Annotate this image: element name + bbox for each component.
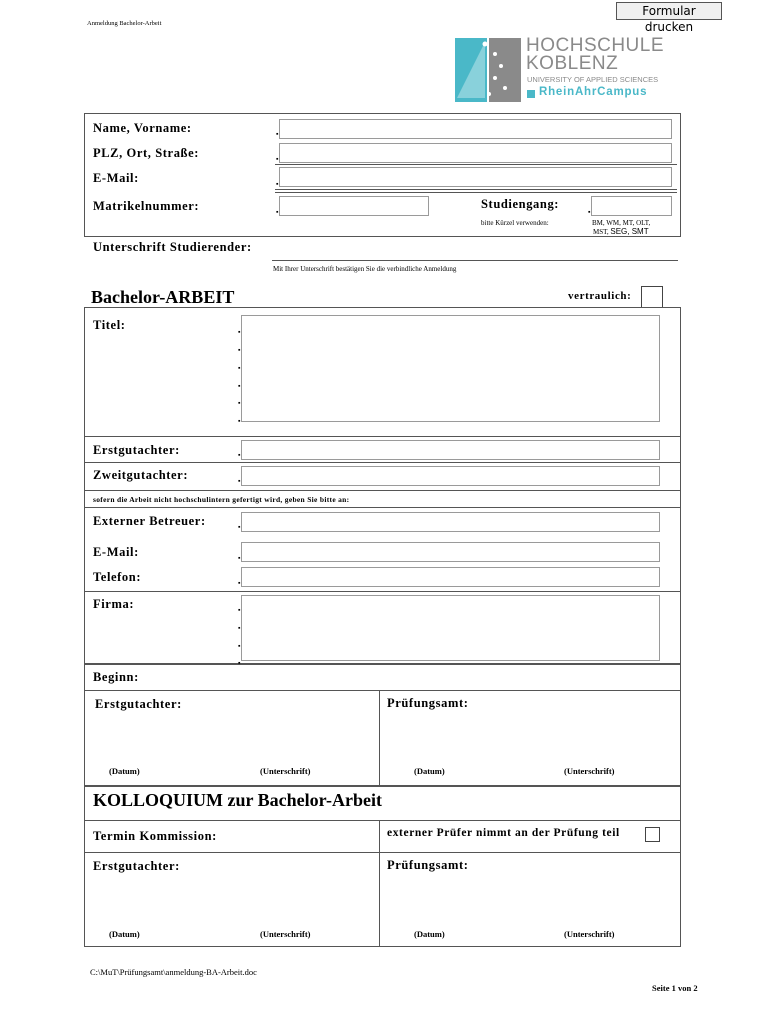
- logo-line-4: RheinAhrCampus: [539, 86, 648, 98]
- field-marker: ▪: [238, 624, 241, 632]
- external-email-label: E-Mail:: [93, 545, 139, 559]
- logo-line-3: UNIVERSITY OF APPLIED SCIENCES: [527, 75, 659, 84]
- divider: [84, 690, 681, 691]
- divider: [84, 436, 681, 437]
- start-date-label-2: (Datum): [414, 766, 445, 776]
- first-examiner-label: Erstgutachter:: [93, 443, 180, 457]
- field-marker: ▪: [276, 208, 279, 216]
- divider: [84, 490, 681, 491]
- hochschule-logo-icon: [455, 38, 521, 102]
- field-marker: ▪: [238, 417, 241, 425]
- company-label: Firma:: [93, 597, 135, 611]
- confidential-label: vertraulich:: [568, 290, 632, 302]
- external-note: sofern die Arbeit nicht hochschulintern gefertigt wird, geben Sie bitte an:: [93, 495, 350, 504]
- external-supervisor-input[interactable]: [241, 512, 660, 532]
- print-form-button[interactable]: Formular drucken: [616, 2, 722, 20]
- field-marker: ▪: [238, 477, 241, 485]
- external-examiner-checkbox[interactable]: [645, 827, 660, 842]
- second-examiner-label: Zweitgutachter:: [93, 468, 189, 482]
- kuerzel-list-line-1: BM, WM, MT, OLT,: [592, 219, 651, 227]
- document-title: Anmeldung Bachelor-Arbeit: [87, 20, 162, 27]
- divider: [379, 690, 380, 786]
- colloquium-date-label-2: (Datum): [414, 929, 445, 939]
- email-label: E-Mail:: [93, 171, 139, 185]
- kuerzel-list-line-2: [593, 227, 649, 236]
- name-input[interactable]: [279, 119, 672, 139]
- external-examiner-label: externer Prüfer nimmt an der Prüfung teil: [387, 827, 620, 839]
- company-textarea[interactable]: [241, 595, 660, 661]
- title-textarea[interactable]: [241, 315, 660, 422]
- divider: [84, 507, 681, 508]
- field-marker: ▪: [276, 180, 279, 188]
- second-examiner-input[interactable]: [241, 466, 660, 486]
- kuerzel-hint: bitte Kürzel verwenden:: [481, 219, 549, 227]
- field-marker: ▪: [238, 659, 241, 667]
- signature-label: Unterschrift Studierender:: [93, 240, 252, 254]
- field-marker: ▪: [588, 208, 591, 216]
- colloquium-heading: KOLLOQUIUM zur Bachelor-Arbeit: [93, 790, 382, 810]
- start-signature-label-2: (Unterschrift): [564, 766, 615, 776]
- confidential-checkbox[interactable]: [641, 286, 663, 308]
- field-marker: ▪: [238, 364, 241, 372]
- field-marker: ▪: [238, 346, 241, 354]
- colloquium-exam-office-label: Prüfungsamt:: [387, 858, 469, 872]
- signature-line[interactable]: [272, 260, 678, 261]
- logo-line-1: HOCHSCHULE: [526, 35, 665, 56]
- divider: [84, 591, 681, 592]
- colloquium-signature-label-1: (Unterschrift): [260, 929, 311, 939]
- name-label: Name, Vorname:: [93, 121, 192, 135]
- external-phone-input[interactable]: [241, 567, 660, 587]
- logo-line-2: KOBLENZ: [526, 53, 619, 74]
- field-marker: ▪: [238, 328, 241, 336]
- external-phone-label: Telefon:: [93, 570, 142, 584]
- field-marker: ▪: [276, 130, 279, 138]
- field-marker: ▪: [238, 554, 241, 562]
- matrikel-label: Matrikelnummer:: [93, 199, 200, 213]
- commission-label: Termin Kommission:: [93, 829, 217, 843]
- field-marker: ▪: [238, 606, 241, 614]
- matrikel-input[interactable]: [279, 196, 429, 216]
- signature-note: Mit Ihrer Unterschrift bestätigen Sie die verbindliche Anmeldung: [273, 265, 457, 273]
- colloquium-date-label-1: (Datum): [109, 929, 140, 939]
- field-marker: ▪: [276, 155, 279, 163]
- divider: [84, 236, 681, 237]
- address-label: PLZ, Ort, Straße:: [93, 146, 200, 160]
- divider: [84, 820, 681, 821]
- divider: [275, 192, 677, 193]
- begin-label: Beginn:: [93, 670, 139, 684]
- field-marker: ▪: [238, 642, 241, 650]
- study-program-label: Studiengang:: [481, 197, 560, 211]
- colloquium-signature-label-2: (Unterschrift): [564, 929, 615, 939]
- start-date-label-1: (Datum): [109, 766, 140, 776]
- study-program-input[interactable]: [591, 196, 672, 216]
- divider: [275, 164, 677, 165]
- first-examiner-input[interactable]: [241, 440, 660, 460]
- university-logo: [455, 35, 670, 102]
- divider: [379, 820, 380, 947]
- logo-square-icon: [527, 90, 535, 98]
- divider: [84, 462, 681, 463]
- field-marker: ▪: [238, 451, 241, 459]
- email-input[interactable]: [279, 167, 672, 187]
- field-marker: ▪: [238, 382, 241, 390]
- colloquium-first-examiner-label: Erstgutachter:: [93, 859, 180, 873]
- divider: [84, 852, 681, 853]
- start-first-examiner-label: Erstgutachter:: [95, 697, 182, 711]
- page-number: Seite 1 von 2: [652, 983, 698, 993]
- external-supervisor-label: Externer Betreuer:: [93, 514, 206, 528]
- footer-path: C:\MuT\Prüfungsamt\anmeldung-BA-Arbeit.doc: [90, 967, 257, 977]
- address-input[interactable]: [279, 143, 672, 163]
- divider: [275, 189, 677, 190]
- field-marker: ▪: [238, 523, 241, 531]
- field-marker: ▪: [238, 579, 241, 587]
- external-email-input[interactable]: [241, 542, 660, 562]
- kuerzel-list-suffix: SEG, SMT: [610, 227, 649, 236]
- kuerzel-list-prefix: MST,: [593, 228, 609, 236]
- start-exam-office-label: Prüfungsamt:: [387, 696, 469, 710]
- start-signature-label-1: (Unterschrift): [260, 766, 311, 776]
- thesis-heading: Bachelor-ARBEIT: [91, 287, 235, 307]
- title-label: Titel:: [93, 318, 126, 332]
- field-marker: ▪: [238, 399, 241, 407]
